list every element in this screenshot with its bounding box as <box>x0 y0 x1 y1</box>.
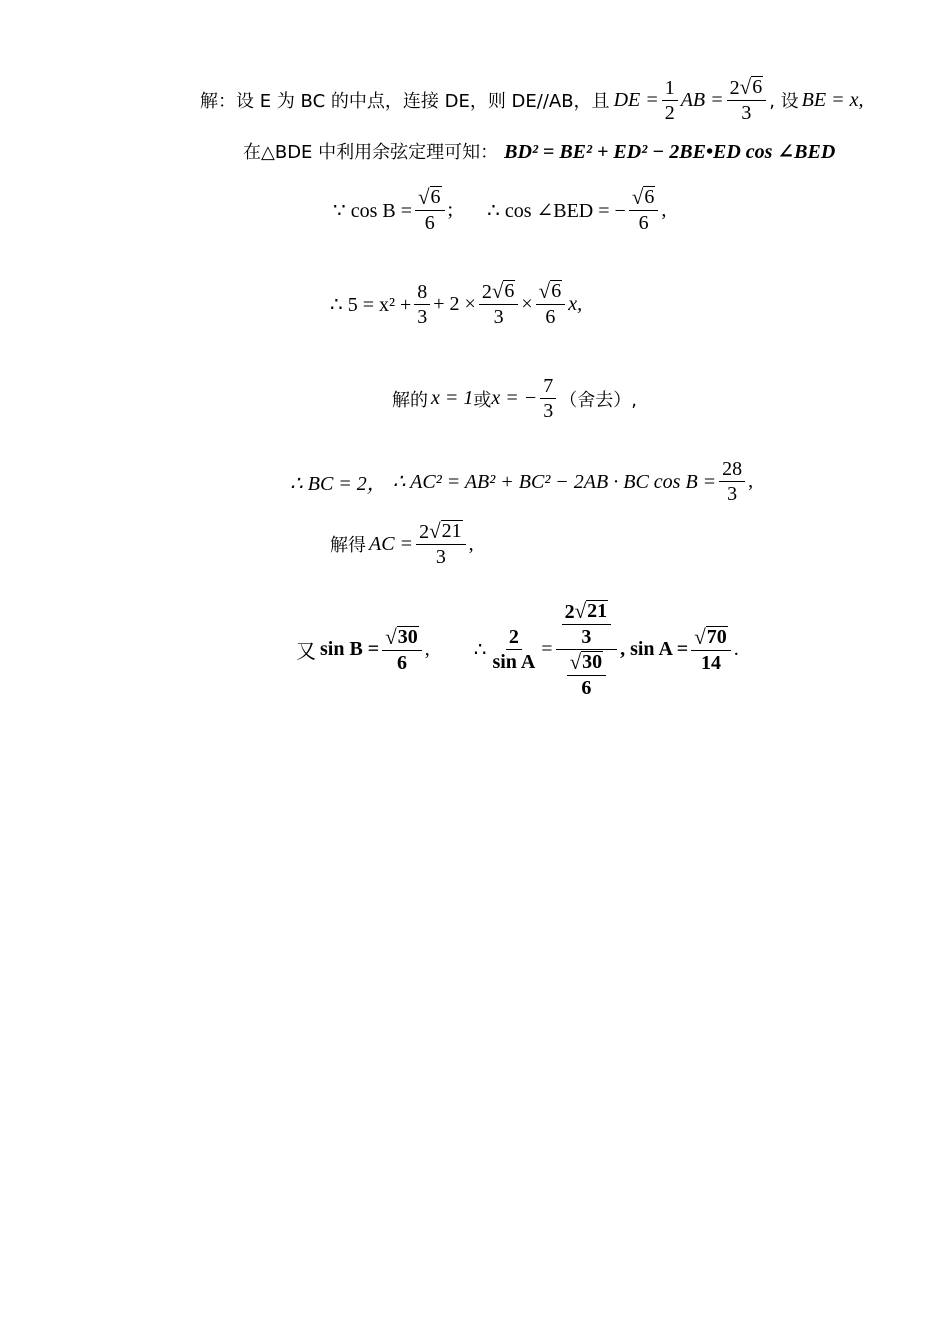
radicand: 6 <box>504 280 515 302</box>
times-sign: × <box>521 292 533 315</box>
denominator: 14 <box>700 651 721 674</box>
cos-b-equals: ∵ cos B = <box>333 199 413 222</box>
radicand: 6 <box>752 76 763 98</box>
radicand: 6 <box>551 280 562 302</box>
numerator: √ 30 <box>382 626 422 651</box>
fraction-sqrt70-over-14 <box>691 626 731 674</box>
numerator: 2 <box>506 626 522 650</box>
separator: ; <box>447 198 454 221</box>
denominator: 3 <box>543 400 554 422</box>
solution-line-8 <box>296 600 739 699</box>
denominator: 3 <box>741 102 752 124</box>
variable-x: x, <box>568 292 583 315</box>
ab-equals: AB = <box>680 88 724 111</box>
numerator: 1 <box>662 77 678 101</box>
fraction-sqrt6-over-6-neg <box>629 186 659 234</box>
radicand: 6 <box>430 186 441 208</box>
denominator: 6 <box>581 677 592 699</box>
comma: , <box>468 532 474 555</box>
fraction-8-over-3 <box>414 281 430 328</box>
numerator: 2 √ 21 <box>562 600 612 625</box>
numerator <box>727 76 767 101</box>
denominator: 3 <box>417 305 428 328</box>
fraction-sqrt6-over-6 <box>536 280 566 328</box>
de-equation: DE = <box>613 88 659 111</box>
line-1-lead: 解：设 E 为 BC 的中点，连接 DE，则 DE//AB，且 <box>200 91 610 112</box>
numerator: √ 6 <box>536 280 566 305</box>
denominator: 3 <box>493 306 504 328</box>
radicand: 30 <box>397 625 418 648</box>
bc-equals-2: ∴ BC = 2， <box>290 473 387 495</box>
ac-equals: AC = <box>369 532 414 555</box>
radicand: 30 <box>582 651 603 673</box>
compound-numerator <box>556 600 618 650</box>
solution-line-7 <box>330 520 474 568</box>
fraction-2sqrt21-over-3 <box>562 600 612 648</box>
denominator: 6 <box>396 651 407 674</box>
therefore-symbol: ∴ <box>473 639 487 661</box>
sqrt: √ 6 <box>739 75 763 99</box>
solution-line-5 <box>392 375 637 422</box>
coefficient: 2 <box>564 601 575 623</box>
comma: , <box>661 198 667 221</box>
fraction-2sqrt21-over-3 <box>416 520 466 568</box>
law-of-cosines-text: 在△BDE 中利用余弦定理可知： <box>243 142 499 163</box>
set-be-text: , 设 <box>769 91 799 112</box>
coefficient: 2 <box>419 521 430 543</box>
coefficient: 2 <box>729 77 740 99</box>
denominator: 6 <box>424 212 435 234</box>
comma: , <box>748 470 754 492</box>
numerator: 2 √ 6 <box>479 280 519 305</box>
solution-line-4 <box>330 280 582 328</box>
denominator: 3 <box>727 483 738 505</box>
separator: , <box>424 638 430 660</box>
x-equals-neg: x = − <box>491 387 538 409</box>
also-text: 又 <box>296 639 316 663</box>
numerator: √ 70 <box>691 626 731 651</box>
numerator: √ 30 <box>567 651 607 676</box>
solution-line-2 <box>243 138 835 164</box>
equals-sign: = <box>541 638 553 660</box>
cos-bed-equals: ∴ cos ∠BED = − <box>487 199 626 222</box>
fraction-2-over-sin-a <box>489 626 538 673</box>
numerator: 8 <box>414 281 430 305</box>
period: . <box>733 638 739 660</box>
denominator: sin A <box>492 651 536 673</box>
x-equals-1: x = 1 <box>431 387 474 409</box>
radicand: 21 <box>587 600 608 622</box>
fraction-7-over-3 <box>540 375 556 422</box>
radicand: 70 <box>706 625 727 648</box>
compound-denominator <box>561 650 613 699</box>
sin-b-equals: sin B = <box>320 638 380 660</box>
or-text: 或 <box>473 389 492 411</box>
fraction-one-half <box>662 77 678 124</box>
denominator: 3 <box>581 626 592 648</box>
be-equals-x: BE = x, <box>801 88 864 111</box>
compound-fraction <box>556 600 618 699</box>
numerator: 2 √ 21 <box>416 520 466 545</box>
fraction-sqrt30-over-6 <box>567 651 607 699</box>
solve-text: 解的 <box>392 389 428 411</box>
radicand: 21 <box>441 520 462 542</box>
fraction-28-over-3 <box>719 458 745 505</box>
denominator: 6 <box>638 212 649 234</box>
coefficient: 2 <box>481 281 492 303</box>
numerator: √ 6 <box>629 186 659 211</box>
denominator: 2 <box>664 101 675 124</box>
ac-squared-formula: ∴ AC² = AB² + BC² − 2AB · BC cos B = <box>392 471 717 493</box>
sin-a-equals: , sin A = <box>620 638 689 660</box>
fraction-sqrt6-over-6 <box>415 186 445 234</box>
numerator: 28 <box>719 458 745 482</box>
radicand: 6 <box>644 186 655 208</box>
fraction-2sqrt6-over-3 <box>479 280 519 328</box>
solution-line-3 <box>333 186 666 234</box>
fraction-sqrt30-over-6 <box>382 626 422 674</box>
solution-line-1 <box>200 76 863 124</box>
denominator: 6 <box>545 306 556 328</box>
plus-two-times: + 2 × <box>433 292 476 315</box>
solution-line-6 <box>290 458 753 505</box>
law-of-cosines-formula: BD² = BE² + ED² − 2BE•ED cos ∠BED <box>504 140 836 163</box>
numerator: 7 <box>540 375 556 399</box>
numerator: √ 6 <box>415 186 445 211</box>
equation-5-lead: ∴ 5 = x² + <box>330 293 412 316</box>
discard-note: （舍去）, <box>559 389 637 411</box>
fraction-2sqrt6-over-3 <box>727 76 767 124</box>
denominator: 3 <box>435 546 446 568</box>
solve-result-text: 解得 <box>330 535 366 556</box>
